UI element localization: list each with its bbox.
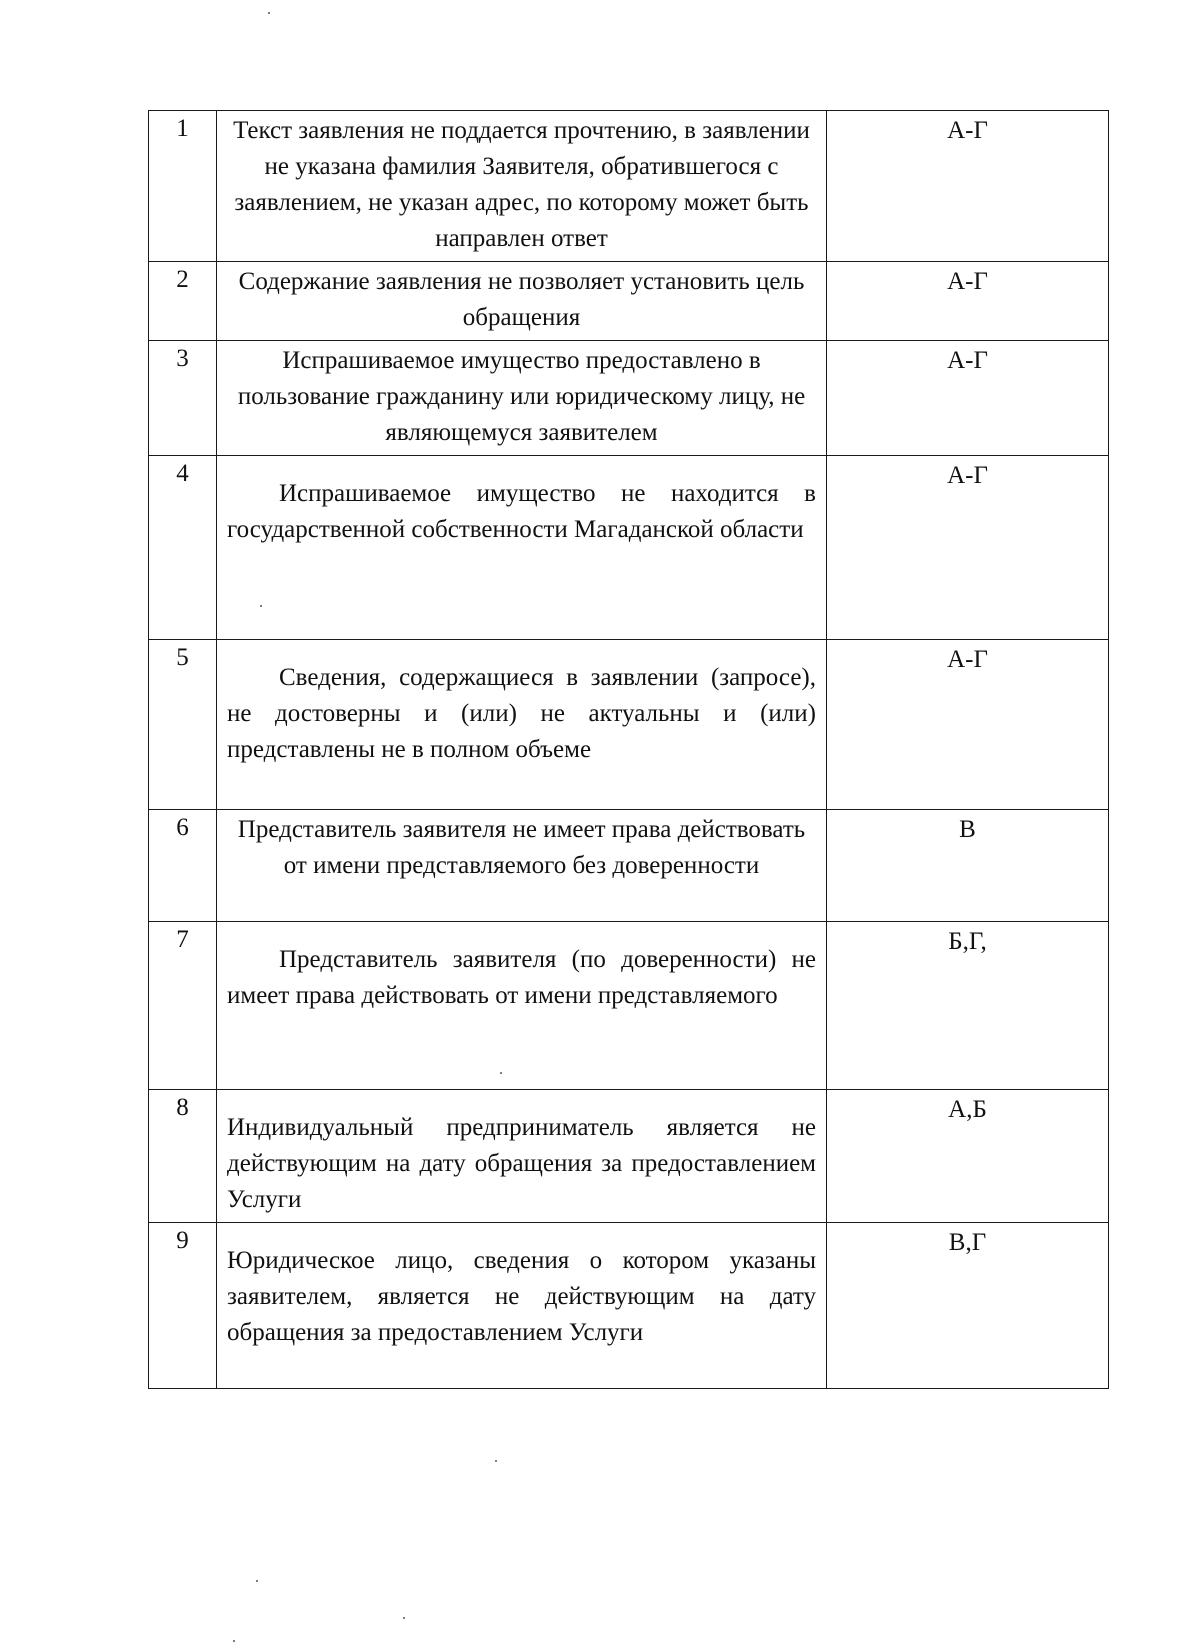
table-row [149, 640, 1109, 810]
row-code: В [827, 810, 1109, 922]
row-number: 2 [149, 262, 217, 341]
table-row [149, 341, 1109, 456]
row-code: А-Г [827, 456, 1109, 640]
row-number: 4 [149, 456, 217, 640]
table-row [149, 456, 1109, 640]
row-code: А-Г [827, 262, 1109, 341]
scan-speck [500, 1072, 502, 1074]
row-number: 5 [149, 640, 217, 810]
scan-speck [256, 1580, 258, 1582]
table-row [149, 262, 1109, 341]
row-text: Представитель заявителя (по доверенности) не имеет права действовать от имени представляемого [217, 922, 827, 1090]
row-text: Юридическое лицо, сведения о котором указаны заявителем, является не действующим на дату обращения за предоставлением Услуги [217, 1223, 827, 1389]
row-code: В,Г [827, 1223, 1109, 1389]
table-row [149, 810, 1109, 922]
scan-speck [260, 605, 262, 607]
row-code: А-Г [827, 640, 1109, 810]
row-code: А-Г [827, 341, 1109, 456]
row-number: 3 [149, 341, 217, 456]
row-text: Сведения, содержащиеся в заявлении (запросе), не достоверны и (или) не актуальны и (или) представлены не в полном объеме [217, 640, 827, 810]
refusal-grounds-table [148, 110, 1109, 1389]
row-code: Б,Г, [827, 922, 1109, 1090]
scan-speck [403, 1617, 405, 1619]
scan-speck [268, 12, 270, 14]
scan-speck [495, 1460, 497, 1462]
row-text: Представитель заявителя не имеет права действовать от имени представляемого без доверенности [217, 810, 827, 922]
table-row [149, 1223, 1109, 1389]
table-row [149, 111, 1109, 262]
table-row [149, 922, 1109, 1090]
table-row [149, 1090, 1109, 1223]
row-text: Текст заявления не поддается прочтению, в заявлении не указана фамилия Заявителя, обратившегося с заявлением, не указан адрес, по которому может быть направлен ответ [217, 111, 827, 262]
row-number: 6 [149, 810, 217, 922]
row-code: А-Г [827, 111, 1109, 262]
row-text: Испрашиваемое имущество предоставлено в пользование гражданину или юридическому лицу, не являющемуся заявителем [217, 341, 827, 456]
row-number: 9 [149, 1223, 217, 1389]
row-text: Испрашиваемое имущество не находится в государственной собственности Магаданской области [217, 456, 827, 640]
row-text: Индивидуальный предприниматель является не действующим на дату обращения за предоставлением Услуги [217, 1090, 827, 1223]
scan-speck [233, 1640, 235, 1642]
row-text: Содержание заявления не позволяет установить цель обращения [217, 262, 827, 341]
row-code: А,Б [827, 1090, 1109, 1223]
row-number: 1 [149, 111, 217, 262]
row-number: 7 [149, 922, 217, 1090]
row-number: 8 [149, 1090, 217, 1223]
